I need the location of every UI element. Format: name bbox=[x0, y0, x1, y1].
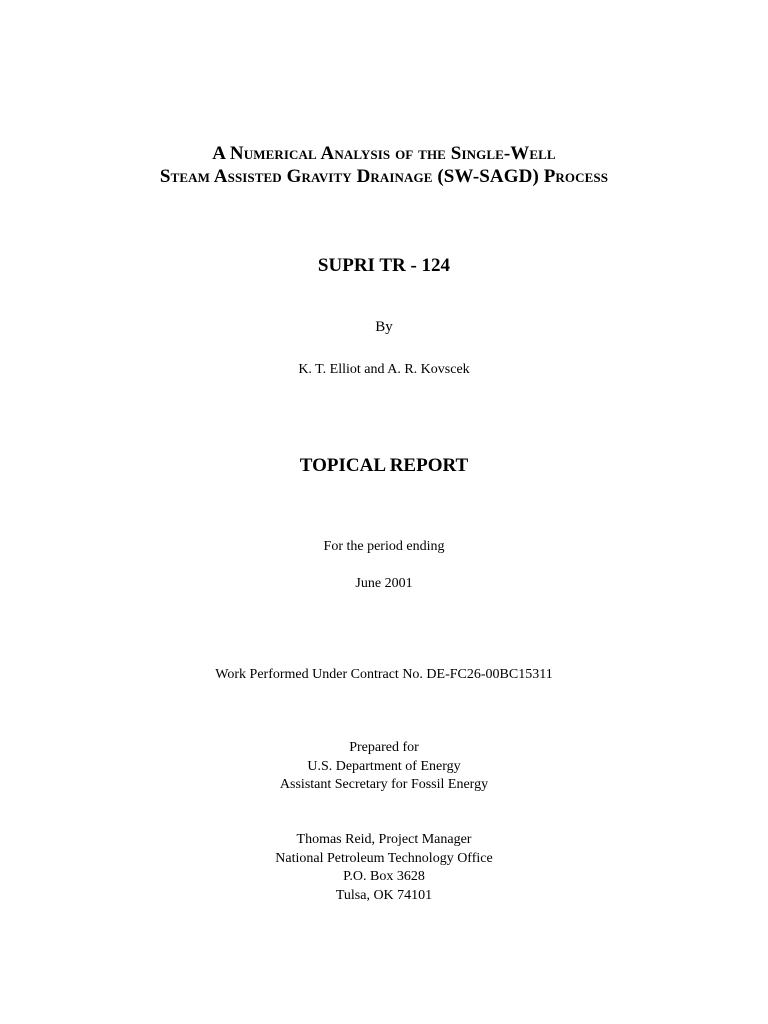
prepared-for-org-1: U.S. Department of Energy bbox=[307, 758, 461, 774]
period-label: For the period ending bbox=[323, 539, 445, 554]
title-line-2: Steam Assisted Gravity Drainage (SW-SAGD) Process bbox=[159, 166, 609, 187]
contract-number: Work Performed Under Contract No. DE-FC26-00BC15311 bbox=[215, 667, 553, 682]
project-manager-po-box: P.O. Box 3628 bbox=[343, 869, 425, 884]
report-type: TOPICAL REPORT bbox=[299, 455, 469, 476]
project-manager-city: Tulsa, OK 74101 bbox=[335, 887, 433, 903]
period-date: June 2001 bbox=[355, 576, 413, 591]
authors: K. T. Elliot and A. R. Kovscek bbox=[298, 362, 470, 377]
prepared-for-block bbox=[0, 739, 768, 795]
project-manager-block bbox=[0, 831, 768, 905]
project-manager-office: National Petroleum Technology Office bbox=[275, 850, 493, 866]
prepared-for-label: Prepared for bbox=[349, 740, 419, 755]
project-manager-name: Thomas Reid, Project Manager bbox=[296, 832, 472, 847]
title-line-1: A Numerical Analysis of the Single-Well bbox=[212, 143, 556, 164]
report-number: SUPRI TR - 124 bbox=[317, 255, 451, 276]
prepared-for-org-2: Assistant Secretary for Fossil Energy bbox=[279, 777, 489, 792]
by-label: By bbox=[375, 319, 393, 335]
